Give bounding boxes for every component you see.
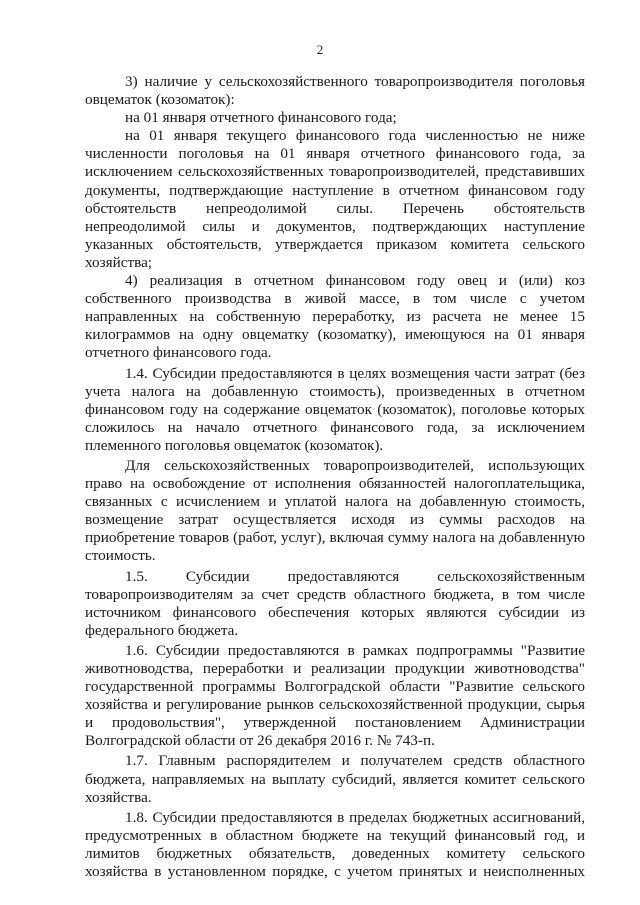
paragraph-1-5: 1.5. Субсидии предоставляются сельскохозяйственным товаропроизводителям за счет средств областного бюджета, в том числе источником финансового обеспечения которых являются субсидии из федерального бюджета. (85, 567, 585, 639)
paragraph-1-8: 1.8. Субсидии предоставляются в пределах бюджетных ассигнований, предусмотренных в областном бюджете на текущий финансовый год, и лимитов бюджетных обязательств, доведенных комитету сельского хозяйства в установленном порядке, с учетом принятых и неисполненных (85, 808, 585, 881)
paragraph-item-3-b: на 01 января текущего финансового года численностью не ниже численности поголовья на 01 января отчетного финансового года, за исключением сельскохозяйственных товаропроизводителей, представивших документы, подтверждающие наступление в отчетном финансовом году обстоятельств непреодолимой силы. Перечень обстоятельств непреодолимой силы и документов, подтверждающих наступление указанных обстоятельств, утверждается приказом комитета сельского хозяйства; (85, 127, 585, 271)
paragraph-item-3: 3) наличие у сельскохозяйственного товаропроизводителя поголовья овцематок (козоматок): (85, 73, 585, 109)
paragraph-1-6: 1.6. Субсидии предоставляются в рамках подпрограммы "Развитие животноводства, переработки и реализации продукции животноводства" государственной программы Волгоградской области "Развитие сельского хозяйства и регулирование рынков сельскохозяйственной продукции, сырья и продовольствия", утвержденной постановлением Администрации Волгоградской области от 26 декабря 2016 г. № 743-п. (85, 641, 585, 750)
paragraph-1-4: 1.4. Субсидии предоставляются в целях возмещения части затрат (без учета налога на добавленную стоимость), произведенных в отчетном финансовом году на содержание овцематок (козоматок), поголовье которых сложилось на начало отчетного финансового года, за исключением племенного поголовья овцематок (козоматок). (85, 364, 585, 454)
document-body (85, 73, 585, 881)
page-number: 2 (316, 42, 324, 57)
paragraph-1-4-continued: Для сельскохозяйственных товаропроизводителей, использующих право на освобождение от исполнения обязанностей налогоплательщика, связанных с исчислением и уплатой налога на добавленную стоимость, возмещение затрат осуществляется исходя из суммы расходов на приобретение товаров (работ, услуг), включая сумму налога на добавленную стоимость. (85, 456, 585, 565)
paragraph-item-4: 4) реализация в отчетном финансовом году овец и (или) коз собственного производства в живой массе, в том числе с учетом направленных на собственную переработку, из расчета не менее 15 килограммов на одну овцематку (козоматку), имеющуюся на 01 января отчетного финансового года. (85, 272, 585, 362)
paragraph-item-3-a: на 01 января отчетного финансового года; (125, 109, 397, 127)
paragraph-1-7: 1.7. Главным распорядителем и получателем средств областного бюджета, направляемых на выплату субсидий, является комитет сельского хозяйства. (85, 752, 585, 806)
